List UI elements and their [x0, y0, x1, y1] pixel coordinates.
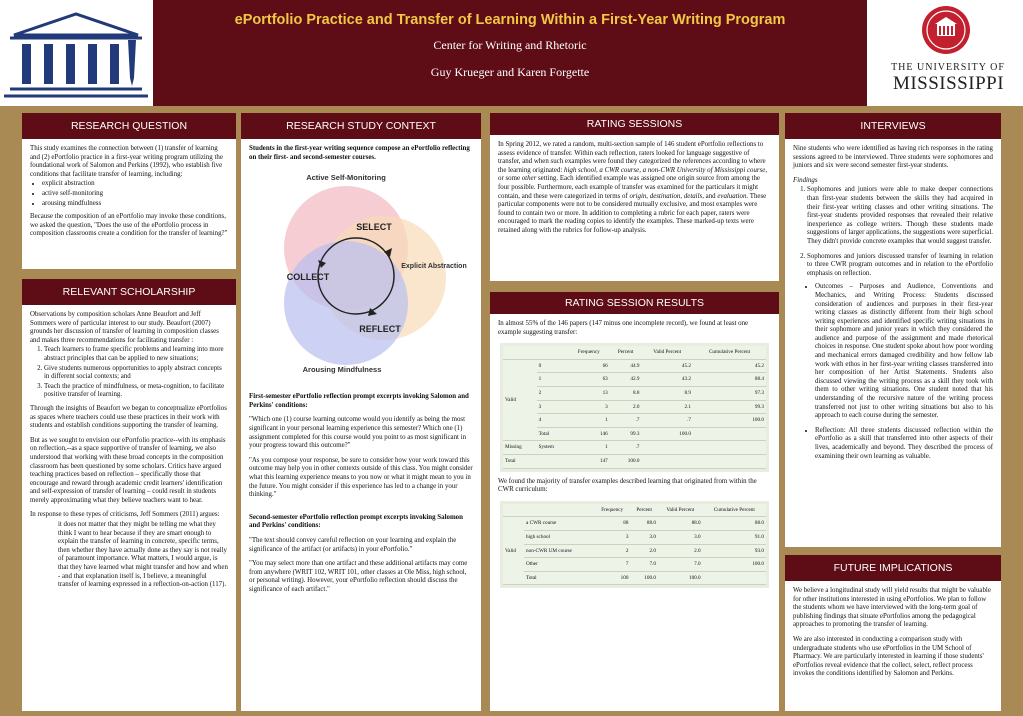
- first-semester-heading: First-semester ePortfolio reflection prompt excerpts invoking Salomon and Perkins' conditions:: [249, 393, 469, 409]
- rating-text-emphasis: other: [521, 175, 537, 183]
- first-semester-quote-1: "Which one (1) course learning outcome would you identify as being the most significant in your personal learning experience this semester? Which one (1) assignment completed for this course would you point to as most significant in your progress toward this outcome?": [249, 416, 467, 450]
- group-label: Missing: [503, 441, 537, 455]
- table-row: 2 13 8.8 8.9 97.3: [503, 386, 766, 400]
- rating-text-part: , or some: [498, 166, 768, 183]
- list-item: 1. Teach learners to frame specific problems and learning into more abstract principles that can be applied to new situations;: [44, 346, 228, 363]
- university-name-small: THE UNIVERSITY OF: [891, 62, 1005, 73]
- research-question-body: [22, 139, 236, 251]
- origin-table-wrap: [500, 501, 769, 589]
- poster-title: ePortfolio Practice and Transfer of Learning Within a First-Year Writing Program: [234, 12, 786, 28]
- col-header: Percent: [610, 346, 642, 359]
- table-row: high school 3 3.0 3.0 91.0: [503, 530, 766, 544]
- rating-text-part: . These particular components were not to be considered mutually exclusive, and most examples were found to contain two or more. In addition to completing a rubric for each paper, raters were encouraged to mark the reading copies to identify the examples. These marked-up texts were retained along with the rubrics for follow-up analysis.: [498, 192, 767, 234]
- table-header-row: [503, 346, 766, 359]
- col-header: Frequency: [594, 504, 630, 517]
- second-semester-quote-1: "The text should convey careful reflection on your learning and explain the significance of the artifact (or artifacts) in your ePortfolio.": [249, 536, 457, 553]
- scholarship-p1: Observations by composition scholars Anne Beaufort and Jeff Sommers were of particular interest to our study. Beaufort (2007) grounds her discussion of transfer of learning in composition classes and makes three recommendations for facilitating transfer :: [30, 311, 219, 344]
- sommers-quote: it does not matter that they might be telling me what they think I want to hear because if they are smart enough to explain the transfer of learning in concrete, specific terms, then whether they have actually done as they say is not really of paramount importance. What matters, I would argue, is that they have learned what might transfer and how and when - and that explanation itself is, I believe, a meaningful transfer of learning expressed in a reflection-on-action (117).: [58, 521, 228, 589]
- results-heading: RATING SESSION RESULTS: [490, 292, 779, 314]
- future-panel: [785, 555, 1001, 711]
- arousing-label: Arousing Mindfulness: [302, 365, 382, 375]
- table-row: non-CWR UM course 2 2.0 2.0 93.0: [503, 544, 766, 558]
- interviews-body: [785, 139, 1001, 472]
- results-body: [490, 314, 779, 600]
- context-panel: [241, 113, 481, 711]
- explicit-label: Explicit Abstraction: [401, 263, 467, 271]
- rating-sessions-text: [498, 141, 771, 236]
- rating-text-emphasis: high school, a CWR course, a non-CWR University of Mississippi course: [564, 166, 766, 174]
- list-item: • active self-monitoring: [42, 190, 228, 199]
- second-semester-heading: Second-semester ePortfolio reflection prompt excerpts invoking Salomon and Perkins' conditions:: [249, 513, 463, 530]
- col-header: Percent: [630, 504, 657, 517]
- results-middle: We found the majority of transfer examples described learning that originated from within the CWR curriculum:: [498, 477, 757, 494]
- rating-sessions-panel: [490, 113, 779, 281]
- scholarship-heading: RELEVANT SCHOLARSHIP: [22, 279, 236, 305]
- future-p2: We are also interested in conducting a comparison study with undergraduate students who use ePortfolios in the UM School of Pharmacy. We are particularly interested in learning if those students' ePortfolios reveal evidence that the collect, select, reflect process invokes the conditions identified by Salomon and Perkins.: [793, 635, 984, 678]
- list-item: 2. Sophomores and juniors discussed transfer of learning in relation to three CWR program outcomes and in relation to the ePortfolio emphasis on reflection.: [807, 253, 993, 279]
- interviews-heading: INTERVIEWS: [785, 113, 1001, 139]
- center-logo: [0, 0, 153, 106]
- scholarship-body: [22, 305, 236, 602]
- university-logo: [870, 0, 1023, 106]
- interviews-intro: Nine students who were identified as having rich responses in the rating sessions agreed to be interviewed. Three students were sophomores and juniors and six were second semester first-year students.: [793, 145, 993, 170]
- transfer-count-table: [503, 346, 766, 468]
- rating-sessions-body: [490, 135, 779, 248]
- col-header: Frequency: [568, 346, 610, 359]
- list-item: • explicit abstraction: [42, 180, 228, 189]
- group-label: Valid: [503, 517, 524, 585]
- list-item: 1. Sophomores and juniors were able to make deeper connections than first-year students between the skills they had acquired in their first-year writing classes and other writing situations. The first-year students provided responses that revealed their relative inexperience as college writers. Though these students made suggestions of larger applications, the suggestions were superficial. They didn't provide concrete examples that would suggest transfer.: [807, 186, 993, 246]
- rating-text-part: , and: [702, 192, 718, 200]
- future-heading: FUTURE IMPLICATIONS: [785, 555, 1001, 581]
- table-row: Total 147 100.0: [503, 454, 766, 468]
- col-header: Cumulative Percent: [703, 504, 766, 517]
- group-label: Valid: [503, 359, 537, 441]
- col-header: Valid Percent: [658, 504, 703, 517]
- first-semester-quote-2: "As you compose your response, be sure to consider how your work toward this outcome may help you in other contexts outside of this class. You might consider what this learning experience means to you now or what it might mean to you in the future. You might consider if this experience has led to a change in your thinking.": [249, 456, 473, 499]
- col-header: Valid Percent: [641, 346, 693, 359]
- results-panel: [490, 292, 779, 711]
- research-question-heading: RESEARCH QUESTION: [22, 113, 236, 139]
- table-header-row: [503, 504, 766, 517]
- transfer-count-table-wrap: [500, 343, 769, 471]
- select-label: SELECT: [356, 222, 392, 233]
- rating-text-emphasis: evaluation: [717, 192, 747, 200]
- col-header: Cumulative Percent: [693, 346, 766, 359]
- findings-detail-list: [815, 283, 993, 461]
- arousing-circle: [284, 241, 408, 365]
- university-seal-icon: [870, 0, 1023, 60]
- origin-table: [503, 504, 766, 586]
- findings-label: Findings: [793, 176, 818, 184]
- scholarship-p3: But as we sought to envision our ePortfolio practice--with its emphasis on reflection,--as a space supportive of transfer of learning, we also understood that working with these broad concepts in the composition classroom has been questioned by some scholars. Critics have argued teaching practices based on reflection – specifically those that encourage and reward through academic credit learners' identification and self-expression of transfer of learning – could result in students merely approximating what they believe teachers want to hear.: [30, 436, 226, 504]
- columns-pen-icon: [0, 0, 153, 106]
- table-row: Total 100 100.0 100.0: [503, 571, 766, 585]
- research-question-closing: Because the composition of an ePortfolio may invoke these conditions, we asked the question, "Does the use of the ePortfolio process in composition classrooms create a condition for the transfer of learning?": [30, 213, 228, 238]
- research-question-panel: [22, 113, 236, 269]
- table-row: Other 7 7.0 7.0 100.0: [503, 558, 766, 572]
- list-item: 3. Teach the practice of mindfulness, or meta-cognition, to facilitate positive transfer of learning.: [44, 383, 228, 400]
- scholarship-panel: [22, 279, 236, 711]
- table-row: Valid 0 66 44.9 45.2 45.2: [503, 359, 766, 373]
- future-body: [785, 581, 1001, 691]
- future-p1: We believe a longitudinal study will yield results that might be valuable for other institutions interested in using ePortfolios. We plan to follow the students whom we have interviewed with the long-term goal of publishing findings that situate ePortfolios among the pedagogical approaches to promoting the transfer of learning.: [793, 587, 991, 629]
- reflection-cycle-diagram: [266, 168, 467, 383]
- poster-authors: Guy Krueger and Karen Forgette: [430, 65, 590, 79]
- table-row: 4 1 .7 .7 100.0: [503, 414, 766, 428]
- rating-sessions-heading: RATING SESSIONS: [490, 113, 779, 135]
- rating-text-emphasis: origin, destination, details: [629, 192, 703, 200]
- table-row: 1 63 42.9 43.2 88.4: [503, 373, 766, 387]
- context-lead: Students in the first-year writing sequence compose an ePortfolio reflecting on their first- and second-semester courses.: [249, 145, 470, 161]
- university-name-big: MISSISSIPPI: [892, 73, 1005, 94]
- recommendations-list: [44, 346, 228, 400]
- findings-list: [807, 186, 993, 278]
- poster-subtitle: Center for Writing and Rhetoric: [433, 38, 587, 52]
- rating-text-part: setting. Each identified example was assigned one origin source from among the four possible. Furthermore, each example of transfer was examined for the particulars it might contain, and these were categorized in terms of: [498, 175, 760, 200]
- scholarship-p4: In response to these types of criticisms, Jeff Sommers (2011) argues:: [30, 511, 220, 519]
- table-row: 3 3 2.0 2.1 99.3: [503, 400, 766, 414]
- active-label: Active Self-Monitoring: [306, 173, 386, 183]
- list-item: • Reflection: All three students discussed reflection within the ePortfolio as a skill that transferred into other aspects of their lives, academically and beyond. They described the process of examining their own learning as valuable.: [815, 427, 993, 461]
- context-body: [241, 139, 481, 606]
- conditions-list: [42, 180, 228, 208]
- table-row: Missing System 1 .7: [503, 441, 766, 455]
- list-item: • arousing mindfulness: [42, 200, 228, 209]
- interviews-panel: [785, 113, 1001, 547]
- table-row: Valid a CWR course 88 88.0 88.0 88.0: [503, 517, 766, 531]
- second-semester-quote-2: "You may select more than one artifact and these additional artifacts may come from anywhere (WRIT 102, WRIT 101, other classes at Ole Miss, high school, or personal writing). However, your ePortfolio reflection should discuss the significance of each artifact.": [249, 560, 468, 593]
- title-band: [153, 0, 867, 106]
- research-question-intro: This study examines the connection between (1) transfer of learning and (2) ePortfolio practice in a first-year writing program utilizing the foundational work of Salomon and Perkins (1992), who establish five conditions that facilitate transfer of learning, including:: [30, 145, 223, 178]
- context-heading: RESEARCH STUDY CONTEXT: [241, 113, 481, 139]
- collect-label: COLLECT: [286, 272, 330, 283]
- results-intro: In almost 55% of the 146 papers (147 minus one incomplete record), we found at least one example suggesting transfer:: [498, 320, 749, 336]
- rating-text-part: In Spring 2012, we rated a random, multi-section sample of 146 student ePortfolio reflections to assess evidence of transfer. Within each reflection, raters looked for language suggestive of transfer, and when such examples were found they categorized the references according to where the learning originated:: [498, 141, 766, 174]
- list-item: 2. Give students numerous opportunities to apply abstract concepts in different social contexts; and: [44, 365, 228, 382]
- table-row: Total 146 99.3 100.0: [503, 427, 766, 441]
- scholarship-p2: Through the insights of Beaufort we began to conceptualize ePortfolios as spaces where teachers could use these practices in their work with students and establish conditions supporting the transfer of learning.: [30, 404, 227, 430]
- reflect-label: REFLECT: [359, 324, 401, 335]
- poster-header: [0, 0, 1023, 106]
- list-item: • Outcomes – Purposes and Audience, Conventions and Mechanics, and Writing Process: Students discussed consideration of audiences and purposes in their first-year writing classes as distinctly different from their high school writing experiences and identified specific writing situations in their sophomore and junior years in which they considered the audience and purpose of the assignment and made rhetorical choices in response. One student spoke about how poor wording and mechanical errors damaged credibility and how fellow lab work with ethos in her first-year writing classes transferred into her composition of her Artist Statements. Students also discussed viewing the writing process as a skill they took with them to other writing situations. One student noted that his understanding of the recursive nature of the writing process transferred not just to other writing situations but also to his approach to each course during the semester.: [815, 283, 993, 421]
